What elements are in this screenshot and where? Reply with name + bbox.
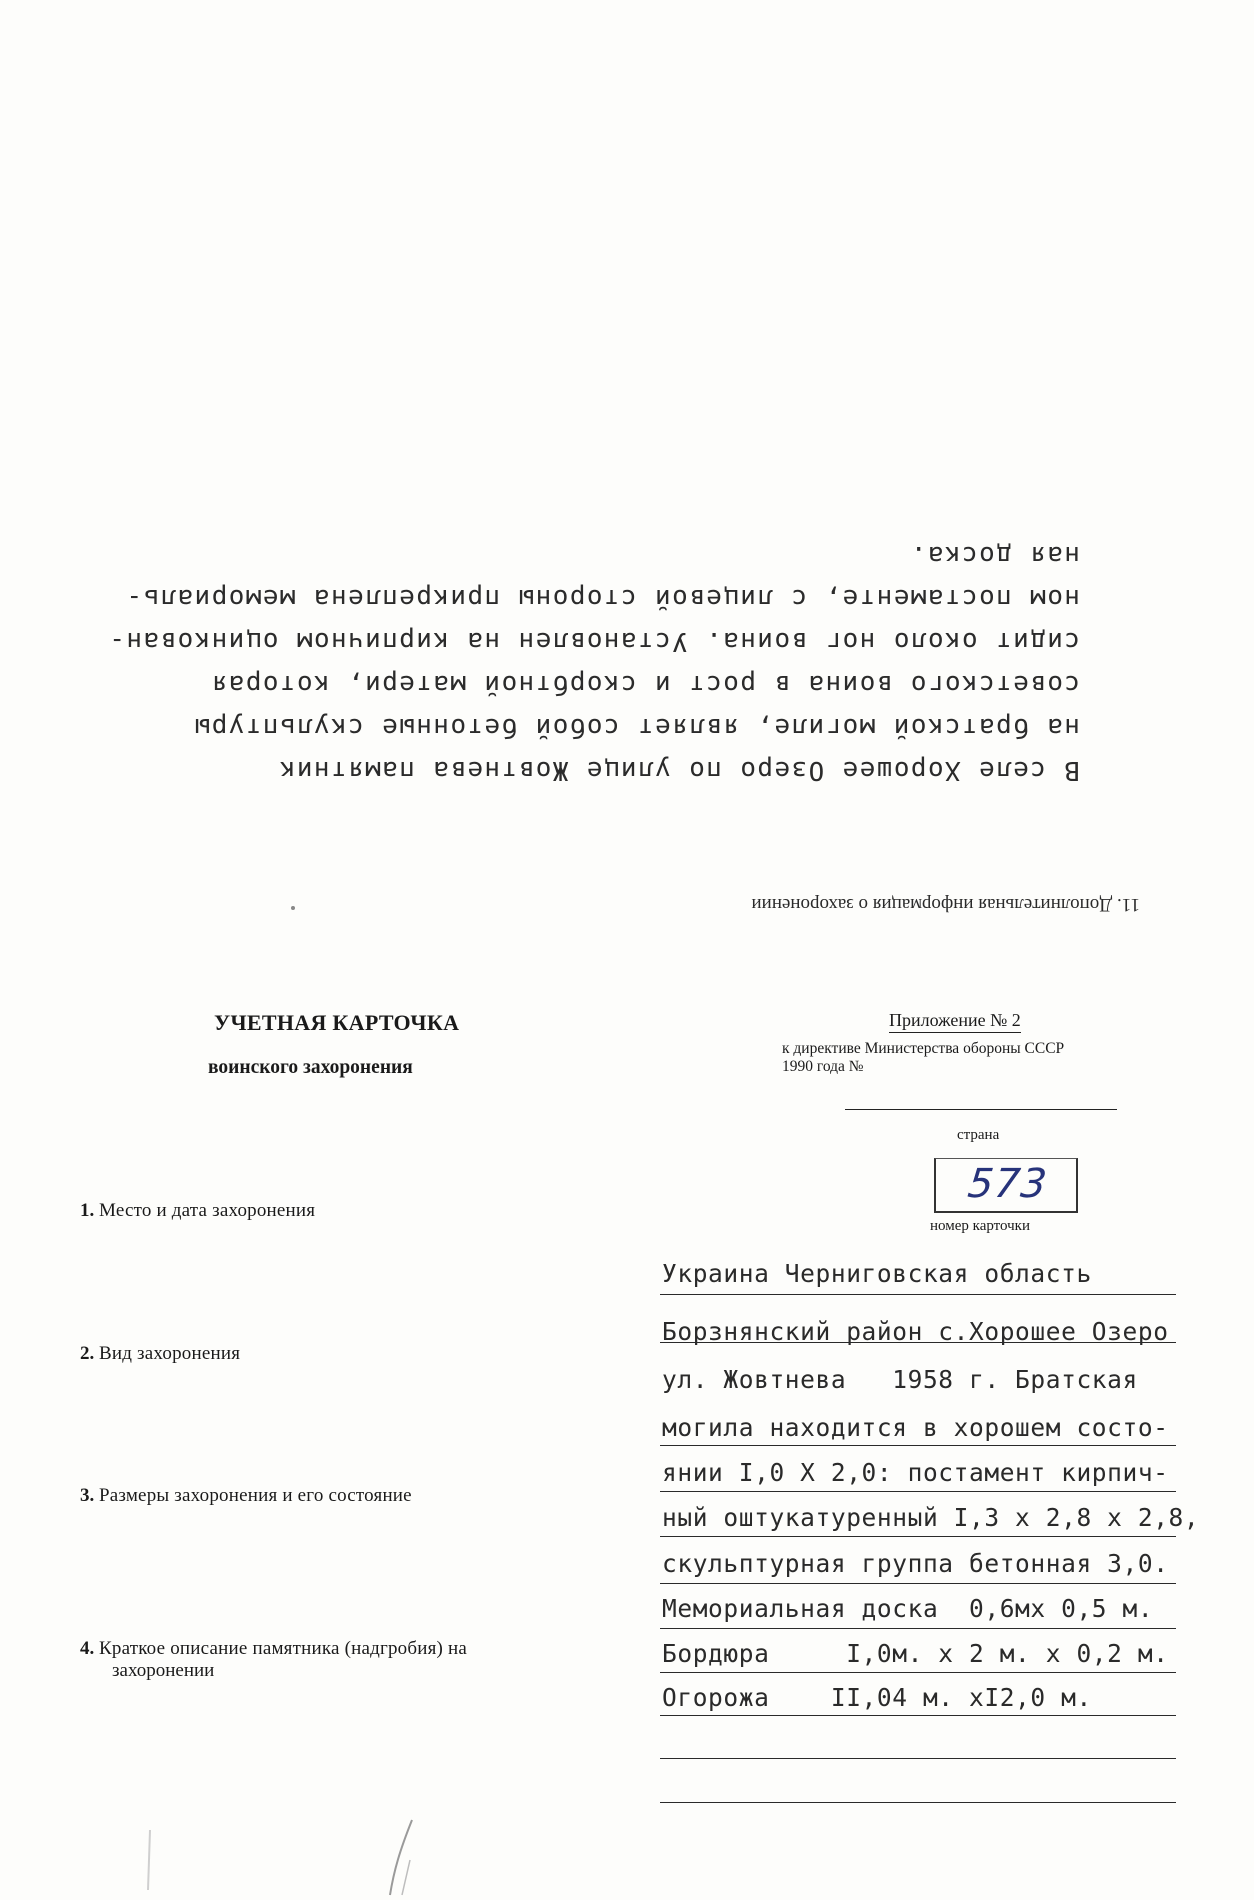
answer-rule <box>660 1628 1176 1629</box>
answer-line: скульптурная группа бетонная 3,0. <box>662 1549 1169 1578</box>
card-number: 573 <box>965 1161 1050 1207</box>
answer-line: янии I,0 X 2,0: постамент кирпич- <box>662 1458 1169 1487</box>
item-label: Краткое описание памятника (надгробия) на <box>99 1638 468 1659</box>
answer-rule <box>660 1342 1176 1343</box>
answer-line: ный оштукатуренный I,3 х 2,8 х 2,8, <box>662 1503 1200 1532</box>
reverse-note-line: ном постаменте, с лицевой стороны прикреплена мемориаль- <box>125 583 1080 613</box>
card-number-label: номер карточки <box>930 1218 1030 1234</box>
answer-rule <box>660 1491 1176 1492</box>
item-label-continued: захоронении <box>112 1660 215 1681</box>
directive-line-1: к директиве Министерства обороны СССР <box>782 1040 1065 1057</box>
country-label: страна <box>957 1127 1000 1143</box>
answer-line: ул. Жовтнева 1958 г. Братская <box>662 1365 1138 1394</box>
item-label: Вид захоронения <box>99 1343 241 1364</box>
item-burial-place-date <box>80 1200 620 1222</box>
reverse-note-line: ная доска. <box>909 540 1080 570</box>
reverse-note-line: на братской могиле, являет собой бетонные скульптуры <box>193 712 1080 742</box>
answer-rule-empty <box>660 1802 1176 1803</box>
ink-dot <box>291 906 295 910</box>
reverse-note-line: В селе Хорошее Озеро по улице Жовтнева памятник <box>278 755 1080 785</box>
directive-reference <box>782 1040 1182 1076</box>
item-monument-description <box>80 1638 620 1682</box>
answer-rule <box>660 1672 1176 1673</box>
answer-line: Мемориальная доска 0,6мх 0,5 м. <box>662 1594 1154 1623</box>
answer-line: Бордюра I,0м. х 2 м. х 0,2 м. <box>662 1639 1169 1668</box>
answer-rule <box>660 1536 1176 1537</box>
item-burial-size-condition <box>80 1485 620 1507</box>
appendix-label: Приложение № 2 <box>889 1010 1021 1033</box>
card-subtitle: воинского захоронения <box>208 1057 413 1078</box>
reverse-note-line: сидит около ног воина. Установлен на кирпичном оцинкован- <box>107 626 1080 656</box>
answer-rule <box>660 1294 1176 1295</box>
pencil-scratch <box>120 1790 420 1900</box>
answer-line: Борзнянский район с.Хорошее Озеро <box>662 1317 1169 1346</box>
answer-rule <box>660 1583 1176 1584</box>
country-field-line <box>845 1109 1117 1110</box>
card-title: УЧЕТНАЯ КАРТОЧКА <box>214 1010 460 1035</box>
item-burial-type <box>80 1343 620 1365</box>
item-number: 2. <box>80 1343 95 1364</box>
answer-rule <box>660 1445 1176 1446</box>
item-number: 4. <box>80 1638 95 1659</box>
item-label: Место и дата захоронения <box>99 1200 316 1221</box>
directive-line-2: 1990 года № <box>782 1058 864 1075</box>
reverse-note <box>70 540 1140 915</box>
answer-rule <box>660 1715 1176 1716</box>
reverse-note-heading: 11. Дополнительная информация о захоронении <box>751 894 1140 915</box>
answer-line: могила находится в хорошем состо- <box>662 1413 1169 1442</box>
answer-rule-empty <box>660 1758 1176 1759</box>
answer-line: Огорожа II,04 м. хI2,0 м. <box>662 1683 1092 1712</box>
reverse-note-line: советского воина в рост и скорбтной матери, которая <box>210 669 1080 699</box>
answer-line: Украина Черниговская область <box>662 1259 1092 1288</box>
item-label: Размеры захоронения и его состояние <box>99 1485 412 1506</box>
item-number: 3. <box>80 1485 95 1506</box>
item-number: 1. <box>80 1200 95 1221</box>
reverse-note-body <box>108 533 1080 791</box>
